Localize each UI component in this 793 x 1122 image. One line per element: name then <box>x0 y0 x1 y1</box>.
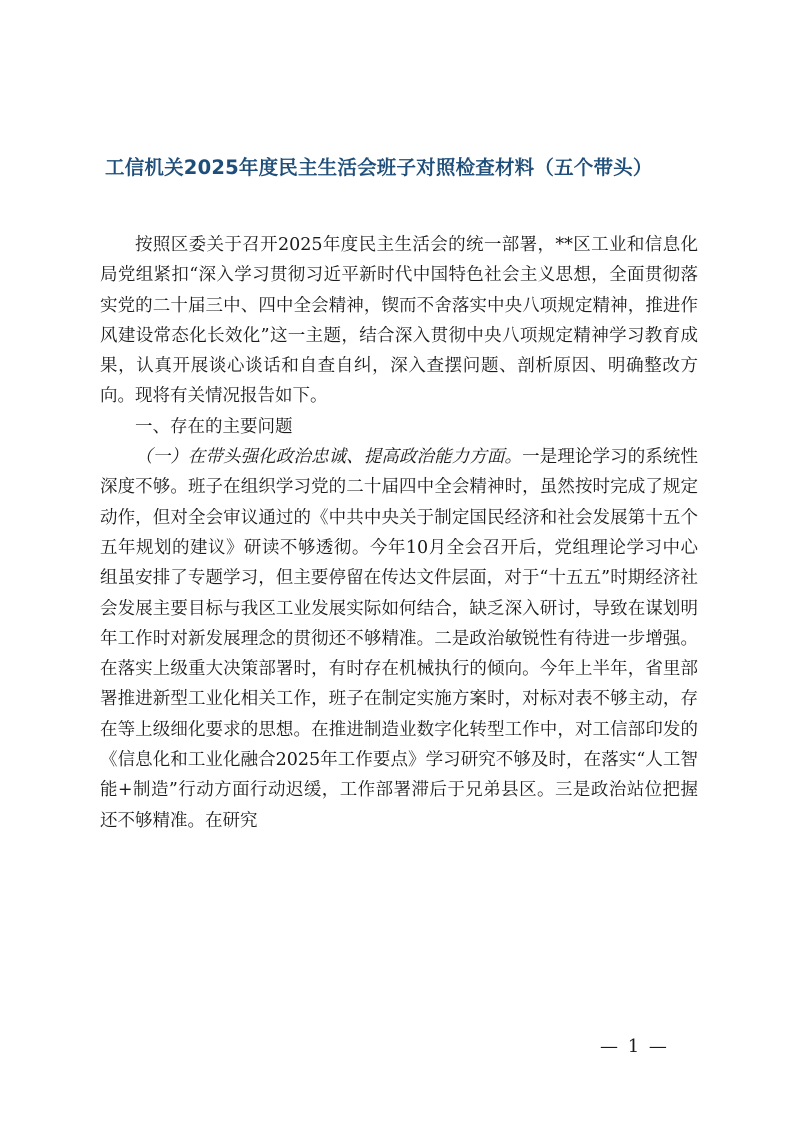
subsection-text-political: 一是理论学习的系统性深度不够。班子在组织学习党的二十届四中全会精神时，虽然按时完成了规定动作，但对全会审议通过的《中共中央关于制定国民经济和社会发展第十五个五年规划的建议》研读不够透彻。今年10月全会召开后，党组理论学习中心组虽安排了专题学习，但主要停留在传达文件层面，对于“十五五”时期经济社会发展主要目标与我区工业发展实际如何结合，缺乏深入研讨，导致在谋划明年工作时对新发展理念的贯彻还不够精准。二是政治敏锐性有待进一步增强。在落实上级重大决策部署时，有时存在机械执行的倾向。今年上半年，省里部署推进新型工业化相关工作，班子在制定实施方案时，对标对表不够主动，存在等上级细化要求的思想。在推进制造业数字化转型工作中，对工信部印发的《信息化和工业化融合2025年工作要点》学习研究不够及时，在落实“人工智能+制造”行动方面行动迟缓，工作部署滞后于兄弟县区。三是政治站位把握还不够精准。在研究 <box>100 447 699 831</box>
document-body <box>100 230 698 836</box>
subsection-paragraph-political <box>100 442 698 836</box>
intro-paragraph: 按照区委关于召开2025年度民主生活会的统一部署，**区工业和信息化局党组紧扣“深入学习贯彻习近平新时代中国特色社会主义思想，全面贯彻落实党的二十届三中、四中全会精神，锲而不舍落实中央八项规定精神，推进作风建设常态化长效化”这一主题，结合深入贯彻中央八项规定精神学习教育成果，认真开展谈心谈话和自查自纠，深入查摆问题、剖析原因、明确整改方向。现将有关情况报告如下。 <box>100 235 698 407</box>
section-heading-problems: 一、存在的主要问题 <box>135 416 293 437</box>
document-title: 工信机关2025年度民主生活会班子对照检查材料（五个带头） <box>105 156 653 179</box>
page-number: — 1 — <box>600 1036 669 1057</box>
subsection-heading-political: （一）在带头强化政治忠诚、提高政治能力方面。 <box>135 447 523 468</box>
